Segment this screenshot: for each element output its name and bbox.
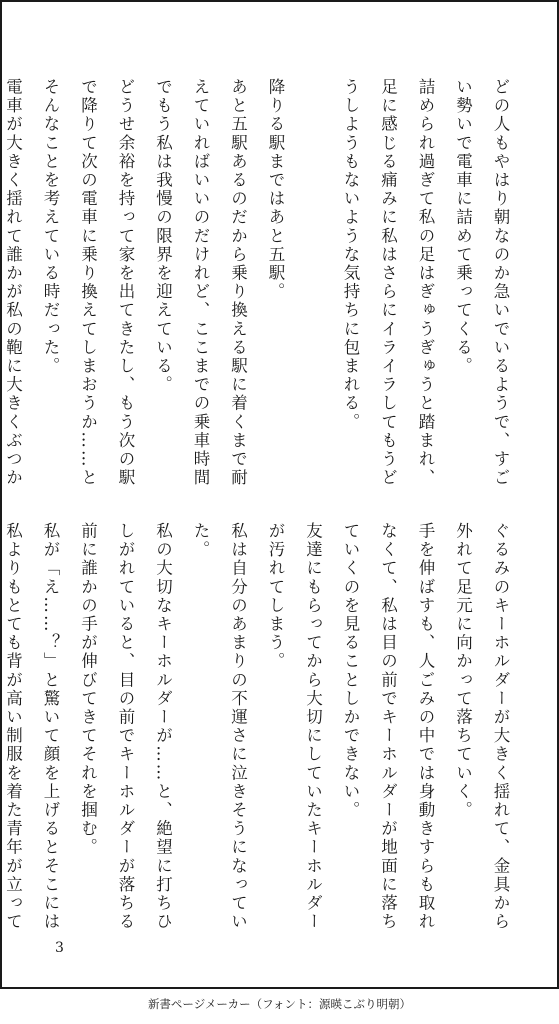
text-line: うしようもないような気持ちに包まれる。 (341, 78, 360, 432)
text-line: が汚れてしまう。 (266, 522, 285, 671)
text-line (304, 78, 321, 450)
text-line: 友達にもらってから大切にしていたキーホルダー (303, 522, 323, 932)
text-line: どうせ余裕を持って家を出てきたし、もう次の駅 (116, 78, 135, 488)
text-line: なくて、私は目の前でキーホルダーが地面に落ち (378, 522, 398, 932)
text-line: そんなことを考えている時だった。 (41, 78, 60, 376)
text-line: で降りて次の電車に乗り換えてしまおうか……と (78, 78, 98, 488)
text-line: 手を伸ばすも、人ごみの中では身動きすらも取れ (416, 522, 435, 932)
text-line: 私が「え……？」と驚いて顔を上げるとそこには (41, 522, 60, 932)
text-block-bottom (0, 522, 510, 932)
text-line: 電車が大きく揺れて誰かが私の鞄に大きくぶつか (3, 78, 23, 488)
text-line: 前に誰かの手が伸びてきてそれを掴む。 (78, 522, 98, 857)
text-line: 足に感じる痛みに私はさらにイライラしてもうど (378, 78, 398, 488)
text-line: どの人もやはり朝なのか急いでいるようで、すご (491, 78, 510, 488)
page-number: 3 (55, 940, 64, 956)
text-line: ていくのを見ることしかできない。 (341, 522, 360, 820)
text-line: 外れて足元に向かって落ちていく。 (453, 522, 473, 820)
text-line: 私は自分のあまりの不運さに泣きそうになってい (228, 522, 248, 932)
text-line: 降りる駅まではあと五駅。 (266, 78, 285, 302)
text-line: しがれていると、目の前でキーホルダーが落ちる (116, 522, 135, 932)
text-line: い勢いで電車に詰めて乗ってくる。 (453, 78, 473, 376)
text-line: 私よりもとても背が高い制服を着た青年が立って (3, 522, 23, 932)
text-line: 詰められ過ぎて私の足はぎゅうぎゅうと踏まれ、 (416, 78, 435, 488)
text-line: あと五駅あるのだから乗り換える駅に着くまで耐 (228, 78, 248, 488)
text-line: ぐるみのキーホルダーが大きく揺れて、金具から (491, 522, 510, 932)
text-line: えていればいいのだけれど、ここまでの乗車時間 (191, 78, 210, 488)
footer-credit: 新書ページメーカー（フォント：源暎こぶり明朝） (147, 997, 412, 1011)
text-line: た。 (191, 522, 210, 560)
text-line: でもう私は我慢の限界を迎えている。 (153, 78, 173, 395)
text-block-top (0, 78, 510, 488)
text-line: 私の大切なキーホルダーが……と、絶望に打ちひ (153, 522, 173, 932)
